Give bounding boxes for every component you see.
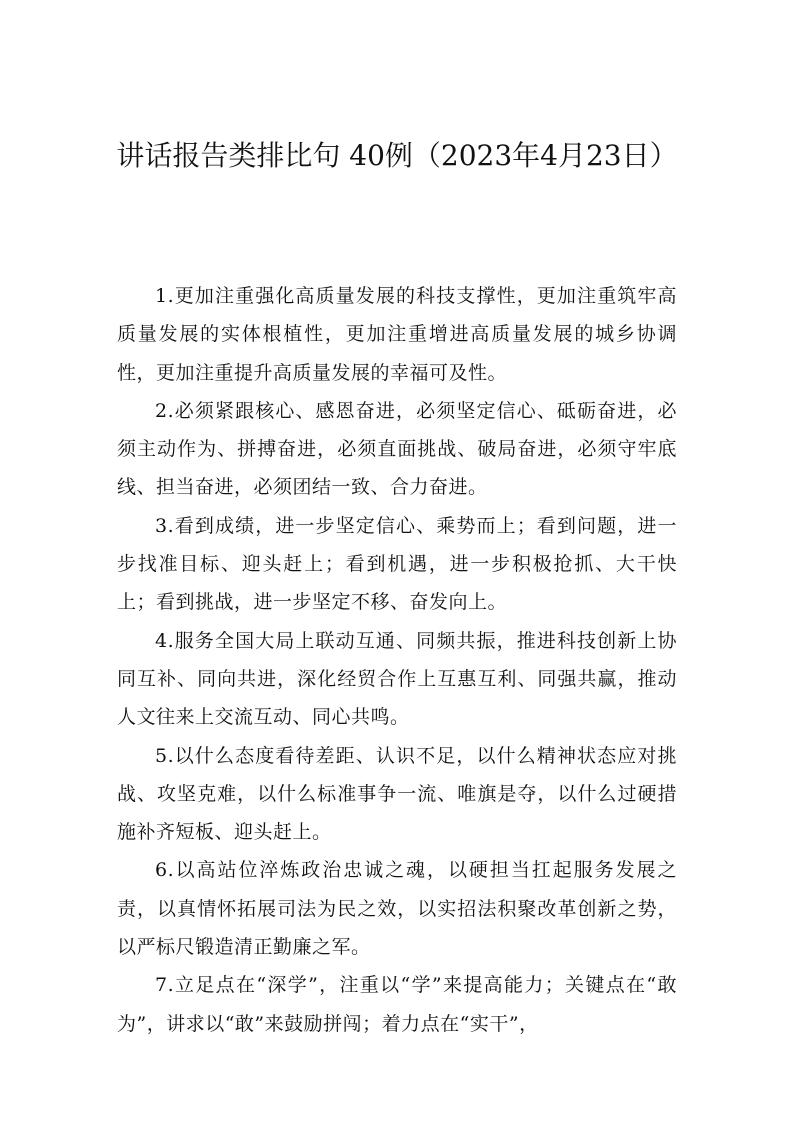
- paragraph-7: 7.立足点在“深学”，注重以“学”来提高能力；关键点在“敢为”，讲求以“敢”来鼓励拼闯；着力点在“实干”，: [117, 974, 677, 1035]
- paragraph-4: 4.服务全国大局上联动互通、同频共振，推进科技创新上协同互补、同向共进，深化经贸合作上互惠互利、同强共赢，推动人文往来上交流互动、同心共鸣。: [117, 629, 677, 729]
- paragraph-3: 3.看到成绩，进一步坚定信心、乘势而上；看到问题，进一步找准目标、迎头赶上；看到机遇，进一步积极抢抓、大干快上；看到挑战，进一步坚定不移、奋发向上。: [117, 514, 677, 614]
- paragraph-6: 6.以高站位淬炼政治忠诚之魂，以硬担当扛起服务发展之责，以真情怀拓展司法为民之效，以实招法积聚改革创新之势，以严标尺锻造清正勤廉之军。: [117, 859, 677, 959]
- document-body: [117, 277, 677, 1043]
- paragraph-2: 2.必须紧跟核心、感恩奋进，必须坚定信心、砥砺奋进，必须主动作为、拼搏奋进，必须直面挑战、破局奋进，必须守牢底线、担当奋进，必须团结一致、合力奋进。: [117, 399, 677, 499]
- paragraph-1: 1.更加注重强化高质量发展的科技支撑性，更加注重筑牢高质量发展的实体根植性，更加注重增进高质量发展的城乡协调性，更加注重提升高质量发展的幸福可及性。: [117, 285, 677, 384]
- paragraph-5: 5.以什么态度看待差距、认识不足，以什么精神状态应对挑战、攻坚克难，以什么标准事争一流、唯旗是夺，以什么过硬措施补齐短板、迎头赶上。: [117, 744, 677, 844]
- document-title: 讲话报告类排比句 40例（2023年4月23日）: [116, 139, 678, 172]
